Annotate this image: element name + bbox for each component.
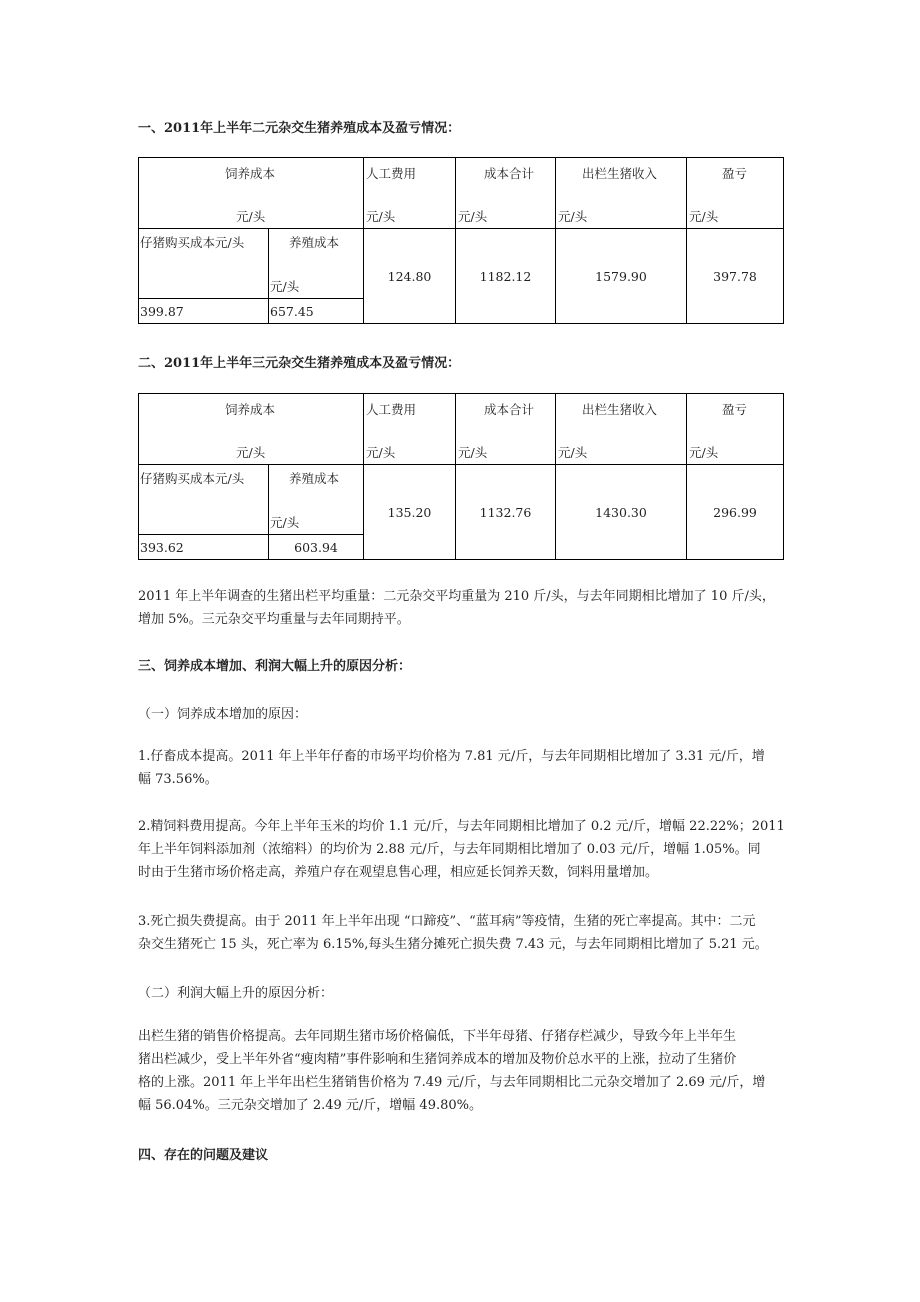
labor-value: 124.80 — [364, 229, 456, 324]
reason2-line-1: 2.精饲料费用提高。今年上半年玉米的均价 1.1 元/斤，与去年同期相比增加了 0.2 元/斤，增幅 22.22%；2011 — [138, 819, 785, 834]
subheading-profit: （二）利润大幅上升的原因分析： — [138, 986, 334, 1001]
header-labor-unit: 元/头 — [366, 445, 396, 460]
piglet-cost-label-cell — [139, 465, 269, 535]
reason2-line-3: 时由于生猪市场价格走高，养殖户存在观望息售心理，相应延长饲养天数，饲料用量增加。 — [138, 865, 659, 880]
header-total — [456, 394, 556, 465]
header-total — [456, 158, 556, 229]
raise-cost-unit: 元/头 — [270, 515, 300, 530]
weight-line-1: 2011 年上半年调查的生猪出栏平均重量：二元杂交平均重量为 210 斤/头，与去年同期相比增加了 10 斤/头， — [138, 589, 775, 604]
piglet-cost-value: 393.62 — [139, 535, 269, 560]
reason3-line-1: 3.死亡损失费提高。由于 2011 年上半年出现 “口蹄疫”、“蓝耳病”等疫情，生猪的死亡率提高。其中：二元 — [138, 914, 756, 929]
header-feed-label: 饲养成本 — [225, 166, 276, 181]
profit-paragraph — [138, 1025, 788, 1117]
reason-paragraph-3 — [138, 910, 788, 956]
header-income-label: 出栏生猪收入 — [582, 402, 658, 417]
header-feed-unit: 元/头 — [236, 445, 266, 460]
total-value: 1132.76 — [456, 465, 556, 560]
profit-value: 296.99 — [687, 465, 784, 560]
section4-heading: 四、存在的问题及建议 — [138, 1148, 269, 1163]
income-value: 1579.90 — [556, 229, 687, 324]
header-labor-unit: 元/头 — [366, 209, 396, 224]
header-profit-label: 盈亏 — [722, 166, 748, 181]
profit-line-2: 猪出栏减少，受上半年外省“瘦肉精”事件影响和生猪饲养成本的增加及物价总水平的上涨，拉动了生猪价 — [138, 1052, 737, 1067]
header-labor-label: 人工费用 — [366, 402, 417, 417]
reason3-line-2: 杂交生猪死亡 15 头，死亡率为 6.15%,每头生猪分摊死亡损失费 7.43 元，与去年同期相比增加了 5.21 元。 — [138, 937, 768, 952]
profit-line-1: 出栏生猪的销售价格提高。去年同期生猪市场价格偏低，下半年母猪、仔猪存栏减少，导致今年上半年生 — [138, 1029, 737, 1044]
header-feed-label: 饲养成本 — [225, 402, 276, 417]
raise-cost-label-cell — [269, 229, 364, 299]
piglet-cost-label: 仔猪购买成本元/头 — [140, 235, 245, 250]
weight-line-2: 增加 5%。三元杂交平均重量与去年同期持平。 — [138, 612, 410, 627]
profit-line-3: 格的上涨。2011 年上半年出栏生猪销售价格为 7.49 元/斤，与去年同期相比二元杂交增加了 2.69 元/斤，增 — [138, 1075, 766, 1090]
reason2-line-2: 年上半年饲料添加剂（浓缩料）的均价为 2.88 元/斤，与去年同期相比增加了 0.03 元/斤，增幅 1.05%。同 — [138, 842, 761, 857]
piglet-cost-label-cell — [139, 229, 269, 299]
total-value: 1182.12 — [456, 229, 556, 324]
header-income — [556, 158, 687, 229]
piglet-cost-value: 399.87 — [139, 299, 269, 324]
header-labor — [364, 394, 456, 465]
income-value: 1430.30 — [556, 465, 687, 560]
section1-heading: 一、2011年上半年二元杂交生猪养殖成本及盈亏情况： — [138, 121, 461, 136]
header-income-label: 出栏生猪收入 — [582, 166, 658, 181]
reason-paragraph-2 — [138, 815, 788, 884]
header-total-label: 成本合计 — [484, 166, 535, 181]
raise-cost-label: 养殖成本 — [289, 235, 340, 250]
header-feed-cost — [139, 394, 364, 465]
raise-cost-label: 养殖成本 — [289, 471, 340, 486]
header-income-unit: 元/头 — [558, 445, 588, 460]
header-total-unit: 元/头 — [458, 209, 488, 224]
header-income-unit: 元/头 — [558, 209, 588, 224]
header-profit-unit: 元/头 — [689, 445, 719, 460]
cost-table-1 — [138, 157, 784, 324]
header-feed-cost — [139, 158, 364, 229]
header-labor-label: 人工费用 — [366, 166, 417, 181]
header-total-unit: 元/头 — [458, 445, 488, 460]
section2-heading: 二、2011年上半年三元杂交生猪养殖成本及盈亏情况： — [138, 356, 461, 371]
profit-line-4: 幅 56.04%。三元杂交增加了 2.49 元/斤，增幅 49.80%。 — [138, 1098, 482, 1113]
reason1-line-1: 1.仔畜成本提高。2011 年上半年仔畜的市场平均价格为 7.81 元/斤，与去年同期相比增加了 3.31 元/斤，增 — [138, 749, 765, 764]
header-income — [556, 394, 687, 465]
subheading-feed-cost: （一）饲养成本增加的原因： — [138, 707, 308, 722]
header-profit — [687, 158, 784, 229]
raise-cost-value: 657.45 — [269, 299, 364, 324]
section3-heading: 三、饲养成本增加、利润大幅上升的原因分析： — [138, 659, 412, 674]
header-feed-unit: 元/头 — [236, 209, 266, 224]
profit-value: 397.78 — [687, 229, 784, 324]
weight-paragraph — [138, 585, 788, 631]
header-labor — [364, 158, 456, 229]
cost-table-2 — [138, 393, 784, 560]
raise-cost-value: 603.94 — [269, 535, 364, 560]
piglet-cost-label: 仔猪购买成本元/头 — [140, 471, 245, 486]
reason1-line-2: 幅 73.56%。 — [138, 772, 218, 787]
raise-cost-unit: 元/头 — [270, 279, 300, 294]
labor-value: 135.20 — [364, 465, 456, 560]
reason-paragraph-1 — [138, 745, 788, 791]
header-profit-unit: 元/头 — [689, 209, 719, 224]
raise-cost-label-cell — [269, 465, 364, 535]
header-total-label: 成本合计 — [484, 402, 535, 417]
header-profit — [687, 394, 784, 465]
header-profit-label: 盈亏 — [722, 402, 748, 417]
